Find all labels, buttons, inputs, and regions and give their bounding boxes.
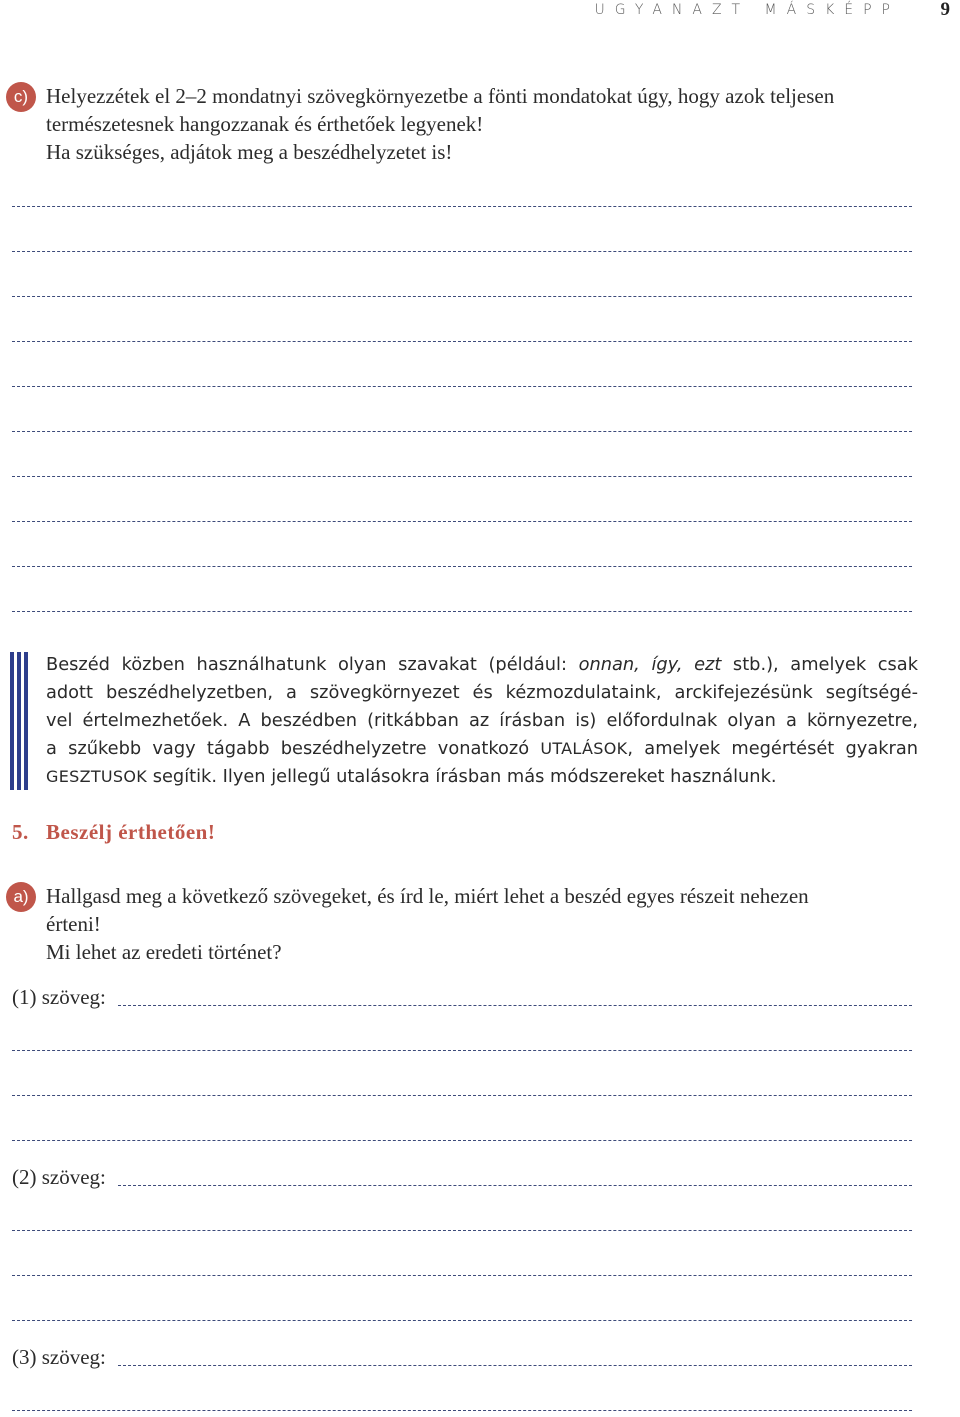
task-a-instructions bbox=[46, 882, 926, 966]
task-badge-c: c) bbox=[6, 82, 36, 112]
answer-line[interactable] bbox=[118, 1365, 912, 1366]
answer-line[interactable] bbox=[12, 1230, 912, 1231]
answer-line[interactable] bbox=[12, 386, 912, 387]
task-c-line-1: Helyezzétek el 2–2 mondatnyi szövegkörnyezetbe a fönti mondatokat úgy, hogy azok teljesen bbox=[46, 84, 835, 108]
info-line-1: Beszéd közben használhatunk olyan szavakat (például: onnan, így, ezt stb.), amelyek csak bbox=[46, 654, 918, 675]
info-line-3: vel értelmezhetőek. A beszédben (ritkábban az írásban is) előfordulnak olyan a környezetre, bbox=[46, 710, 918, 731]
answer-line[interactable] bbox=[12, 431, 912, 432]
info-line-4: a szűkebb vagy tágabb beszédhelyzetre vonatkozó UTALÁSOK, amelyek megértését gyakran bbox=[46, 738, 918, 759]
answer-line[interactable] bbox=[12, 611, 912, 612]
field-label-text3: (3) szöveg: bbox=[12, 1345, 106, 1369]
section-heading bbox=[12, 820, 215, 845]
answer-line[interactable] bbox=[12, 1095, 912, 1096]
info-box-text bbox=[46, 651, 918, 791]
info-line-2: adott beszédhelyzetben, a szövegkörnyezet és kézmozdulataink, arckifejezésünk segítségé- bbox=[46, 682, 918, 703]
answer-line[interactable] bbox=[12, 1275, 912, 1276]
section-title: Beszélj érthetően! bbox=[46, 820, 216, 844]
task-badge-a: a) bbox=[6, 882, 36, 912]
field-label-text1: (1) szöveg: bbox=[12, 985, 106, 1009]
task-c-line-2: természetesnek hangozzanak és érthetőek legyenek! bbox=[46, 112, 484, 136]
answer-line[interactable] bbox=[12, 1050, 912, 1051]
running-title: UGYANAZT MÁSKÉPP bbox=[594, 2, 900, 18]
answer-line[interactable] bbox=[12, 521, 912, 522]
answer-line[interactable] bbox=[12, 1140, 912, 1141]
field-label-text2: (2) szöveg: bbox=[12, 1165, 106, 1189]
task-a-line-1: Hallgasd meg a következő szövegeket, és írd le, miért lehet a beszéd egyes részeit nehezen bbox=[46, 884, 809, 908]
task-a-line-2: érteni! bbox=[46, 912, 101, 936]
answer-line[interactable] bbox=[12, 1410, 912, 1411]
answer-line[interactable] bbox=[12, 566, 912, 567]
answer-line[interactable] bbox=[12, 206, 912, 207]
answer-line[interactable] bbox=[12, 341, 912, 342]
page-header bbox=[0, 0, 960, 20]
term-gesztusok: GESZTUSOK bbox=[46, 767, 148, 786]
task-a-line-3: Mi lehet az eredeti történet? bbox=[46, 940, 282, 964]
page-number: 9 bbox=[940, 0, 950, 20]
answer-line[interactable] bbox=[12, 476, 912, 477]
answer-line[interactable] bbox=[12, 251, 912, 252]
info-line-5: GESZTUSOK segítik. Ilyen jellegű utalásokra írásban más módszereket használunk. bbox=[46, 766, 777, 787]
section-number: 5. bbox=[12, 820, 29, 844]
answer-line[interactable] bbox=[12, 1320, 912, 1321]
answer-line[interactable] bbox=[118, 1185, 912, 1186]
task-c-instructions bbox=[46, 82, 926, 166]
term-utalasok: UTALÁSOK bbox=[540, 739, 628, 758]
answer-line[interactable] bbox=[118, 1005, 912, 1006]
answer-line[interactable] bbox=[12, 296, 912, 297]
info-box-marker bbox=[10, 652, 36, 790]
task-c-line-3: Ha szükséges, adjátok meg a beszédhelyzetet is! bbox=[46, 140, 453, 164]
